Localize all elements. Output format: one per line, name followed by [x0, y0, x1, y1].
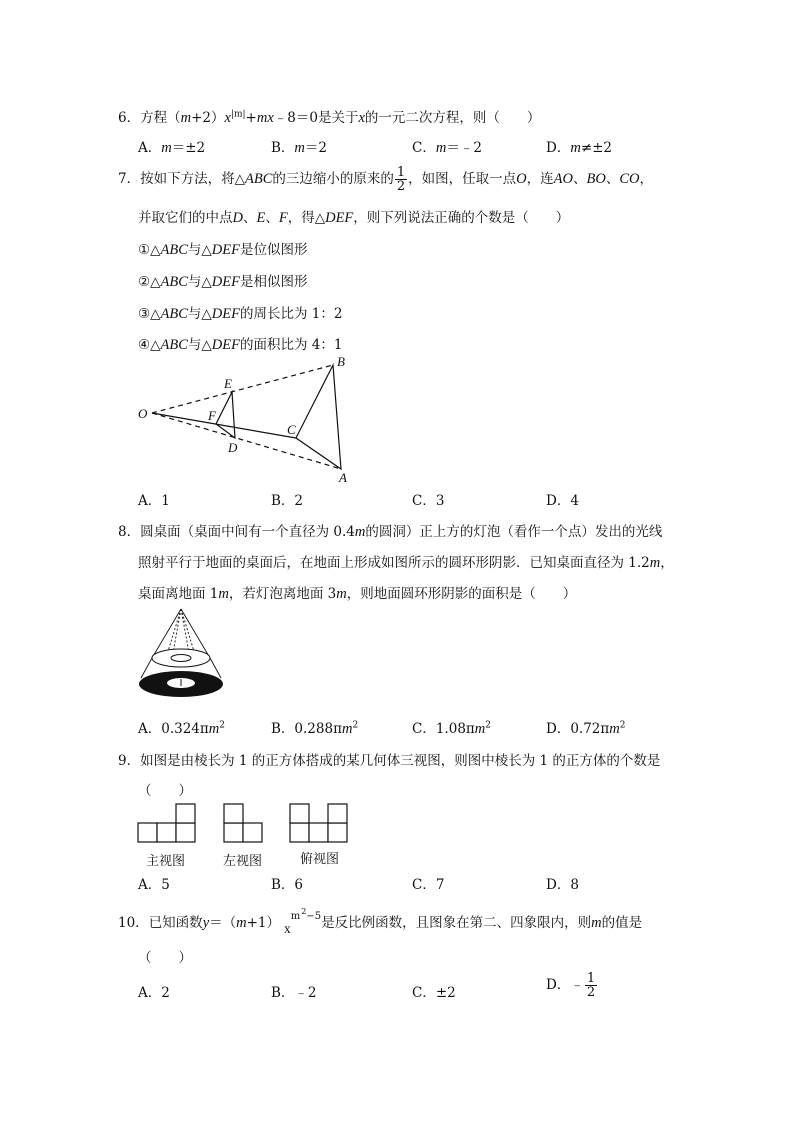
option-letter: C．: [412, 877, 436, 893]
label-d: D: [228, 440, 238, 455]
q7-number: 7．: [118, 171, 141, 187]
q9-option-a[interactable]: [138, 873, 170, 893]
label-f: F: [208, 408, 216, 423]
q10-text: +1）: [246, 915, 281, 931]
statement-text: 的周长比为 1：2: [239, 306, 343, 322]
option-letter: C．: [412, 985, 436, 1001]
var-o: O: [516, 171, 527, 187]
option-text: 0.72π: [570, 721, 610, 737]
var-m: m: [649, 555, 661, 571]
var-abc: ABC: [160, 337, 188, 353]
q10-option-d[interactable]: [546, 972, 598, 999]
var-x: x: [358, 110, 365, 126]
option-text: ＝±2: [171, 140, 206, 156]
triangle-abc: [296, 365, 341, 469]
option-text: ≠±2: [580, 140, 613, 156]
option-letter: C．: [412, 721, 436, 737]
q7-text: 、: [572, 171, 587, 187]
q7-option-d[interactable]: [546, 489, 579, 509]
var-m: m: [354, 524, 366, 540]
q8-text: ，若灯泡离地面 3: [228, 586, 337, 602]
label-b: B: [337, 354, 345, 369]
left-view-cell: [224, 804, 243, 823]
q7-option-a[interactable]: [138, 489, 170, 509]
q8-option-b[interactable]: [271, 717, 358, 738]
left-view-cell: [243, 823, 262, 842]
q6-text: 方程（: [140, 110, 181, 126]
q10-stem-line1: [118, 907, 643, 936]
option-text: 6: [294, 877, 304, 893]
q7-text: 、: [242, 210, 257, 226]
statement-text: 与△: [187, 337, 212, 353]
option-text: 0.288π: [294, 721, 342, 737]
q6-option-a[interactable]: [138, 136, 205, 157]
q6-option-b[interactable]: [271, 136, 327, 157]
top-view-cell: [290, 804, 309, 823]
var-abc: ABC: [160, 242, 188, 258]
option-text: 1.08π: [435, 721, 475, 737]
q7-statement-3: [138, 302, 342, 323]
q9-option-d[interactable]: [546, 873, 579, 893]
option-text: 5: [161, 877, 170, 893]
statement-text: ①△: [138, 242, 161, 258]
option-letter: B．: [271, 985, 295, 1001]
option-text: 2: [294, 493, 304, 509]
var-bo: BO: [586, 171, 606, 187]
var-def: DEF: [325, 210, 354, 226]
option-letter: A．: [138, 493, 162, 509]
top-view-label: 俯视图: [300, 852, 340, 867]
q7-similar-triangles-figure: [130, 352, 370, 484]
q7-option-b[interactable]: [271, 489, 303, 509]
q10-option-c[interactable]: [412, 981, 456, 1001]
label-e: E: [224, 376, 232, 391]
option-letter: B．: [271, 721, 295, 737]
option-letter: D．: [546, 877, 571, 893]
option-text: ＝﹣2: [446, 140, 482, 156]
statement-text: 与△: [187, 242, 212, 258]
line-ob: [152, 365, 333, 413]
q8-option-a[interactable]: [138, 717, 225, 738]
option-text: 4: [570, 493, 579, 509]
option-text: ±2: [435, 985, 456, 1001]
statement-text: 是位似图形: [239, 242, 308, 258]
statement-text: ④△: [138, 337, 161, 353]
statement-text: ③△: [138, 306, 161, 322]
q9-stem-line1: [118, 749, 660, 769]
q7-text: ，: [639, 171, 653, 187]
q6-option-d[interactable]: [546, 136, 612, 157]
option-text: ﹣: [570, 977, 584, 993]
front-view-cell: [157, 823, 176, 842]
front-view-cell: [176, 804, 195, 823]
option-text: 7: [435, 877, 445, 893]
option-text: 8: [570, 877, 579, 893]
exponent-rest: −5: [306, 911, 322, 922]
q7-statement-2: [138, 270, 307, 291]
option-letter: D．: [546, 140, 571, 156]
option-letter: B．: [271, 140, 295, 156]
option-letter: D．: [546, 493, 571, 509]
q10-text: 是反比例函数，且图象在第二、四象限内，则: [321, 915, 592, 931]
label-a: A: [339, 470, 347, 484]
statement-text: 的面积比为 4：1: [239, 337, 343, 353]
option-letter: C．: [412, 493, 436, 509]
q7-option-c[interactable]: [412, 489, 444, 509]
option-letter: B．: [271, 877, 295, 893]
var-m: m: [609, 721, 620, 737]
q7-statement-4: [138, 333, 342, 354]
option-letter: B．: [271, 493, 295, 509]
q9-option-b[interactable]: [271, 873, 303, 893]
var-f: F: [278, 210, 288, 226]
top-view-cell: [328, 804, 347, 823]
var-def: DEF: [211, 242, 240, 258]
fraction-one-half: [585, 972, 597, 999]
q7-stem-line2: [138, 206, 569, 227]
var-mx: mx: [256, 110, 274, 126]
var-m: m: [570, 140, 581, 156]
exponent-m: m: [290, 911, 301, 922]
light-ray: [141, 658, 152, 678]
top-view-cell: [290, 823, 309, 842]
var-m: m: [591, 915, 602, 931]
statement-text: ②△: [138, 274, 161, 290]
fraction-denominator: 2: [586, 985, 596, 1000]
q7-statement-1: [138, 238, 307, 259]
q9-text: （ ）: [138, 783, 192, 799]
var-abc: ABC: [160, 306, 188, 322]
q8-stem-line3: [138, 582, 576, 603]
statement-text: 与△: [187, 306, 212, 322]
q7-text: 、: [265, 210, 279, 226]
q10-option-a[interactable]: [138, 981, 170, 1001]
var-x: x: [284, 921, 291, 936]
q6-option-c[interactable]: [412, 136, 482, 157]
exponent: 2: [485, 720, 491, 731]
var-y: y: [202, 915, 210, 931]
q8-option-c[interactable]: [412, 717, 491, 738]
q9-stem-line2: [138, 779, 192, 799]
var-e: E: [256, 210, 266, 226]
line-oa: [152, 413, 341, 469]
var-m: m: [341, 721, 353, 737]
var-abc: ABC: [160, 274, 188, 290]
triangle-def: [216, 392, 235, 438]
q7-text: 按如下方法，将△: [140, 171, 245, 187]
var-m: m: [435, 140, 447, 156]
exponent: 2: [352, 720, 359, 731]
left-view-cell: [224, 823, 243, 842]
exponent: 2: [619, 720, 626, 731]
q10-text: 的值是: [601, 915, 643, 931]
q8-text: 桌面离地面 1: [138, 586, 219, 602]
left-view-label: 左视图: [223, 854, 263, 869]
var-def: DEF: [211, 337, 240, 353]
top-view-cell: [328, 823, 347, 842]
front-view-label: 主视图: [146, 854, 186, 869]
option-letter: A．: [138, 140, 162, 156]
q10-option-b[interactable]: [271, 981, 317, 1001]
statement-text: 与△: [187, 274, 212, 290]
top-view-cell: [309, 823, 328, 842]
var-m: m: [236, 915, 247, 931]
var-m: m: [474, 721, 486, 737]
q8-number: 8．: [118, 524, 141, 540]
q10-power: [284, 907, 322, 937]
q7-text: ，得△: [287, 210, 326, 226]
option-text: ＝2: [304, 140, 327, 156]
q8-text: 圆桌面（桌面中间有一个直径为 0.4: [140, 524, 355, 540]
fraction-one-half: [395, 166, 407, 193]
q9-text: 如图是由棱长为 1 的正方体搭成的某几何体三视图，则图中棱长为 1 的正方体的个数是: [140, 753, 661, 769]
var-ao: AO: [553, 171, 573, 187]
q6-text: +2）: [191, 110, 225, 126]
q10-number: 10．: [118, 915, 149, 931]
var-m: m: [180, 110, 192, 126]
q10-text: （ ）: [138, 950, 192, 966]
q6-text: 的一元二次方程，则（ ）: [364, 110, 541, 126]
q6-stem: [118, 106, 540, 127]
option-text: 0.324π: [161, 721, 209, 737]
q8-text: 的圆洞）正上方的灯泡（看作一个点）发出的光线: [365, 524, 663, 540]
q9-three-views-figure: [136, 802, 356, 846]
var-x: x: [224, 110, 231, 126]
option-letter: A．: [138, 877, 162, 893]
front-view-cell: [138, 823, 157, 842]
q9-number: 9．: [118, 753, 141, 769]
q10-text: 已知函数: [148, 915, 203, 931]
q6-number: 6．: [118, 110, 141, 126]
q8-text: 照射平行于地面的桌面后，在地面上形成如图所示的圆环形阴影．已知桌面直径为 1.2: [138, 555, 650, 571]
q7-text: 的三边缩小的原来的: [272, 171, 394, 187]
q8-lamp-shadow-figure: [132, 606, 232, 706]
table-hole: [171, 655, 191, 662]
q6-text: +: [245, 110, 257, 126]
q7-text: ，如图，任取一点: [408, 171, 517, 187]
var-def: DEF: [211, 306, 240, 322]
exponent: 2: [219, 720, 225, 731]
q10-stem-line2: [138, 946, 192, 966]
front-view-cell: [176, 823, 195, 842]
fraction-numerator: 1: [586, 971, 596, 986]
label-c: C: [287, 422, 296, 437]
option-letter: A．: [138, 721, 162, 737]
exponent-square: 2: [301, 907, 307, 916]
var-m: m: [294, 140, 305, 156]
fraction-denominator: 2: [396, 179, 406, 194]
q7-text: ，则下列说法正确的个数是（ ）: [353, 210, 570, 226]
q8-text: ，: [660, 555, 674, 571]
option-letter: D．: [546, 721, 571, 737]
var-m: m: [208, 721, 220, 737]
light-ray: [210, 658, 221, 678]
option-text: ﹣2: [294, 985, 317, 1001]
option-text: 1: [161, 493, 170, 509]
q7-text: ，连: [526, 171, 554, 187]
q7-text: 并取它们的中点: [138, 210, 233, 226]
q6-exponent: |m|: [230, 109, 246, 120]
option-letter: A．: [138, 985, 162, 1001]
q8-option-d[interactable]: [546, 717, 625, 738]
var-def: DEF: [211, 274, 240, 290]
var-d: D: [232, 210, 243, 226]
q8-text: ，则地面圆环形阴影的面积是（ ）: [346, 586, 577, 602]
q9-option-c[interactable]: [412, 873, 444, 893]
option-letter: C．: [412, 140, 436, 156]
option-text: 3: [435, 493, 445, 509]
var-m: m: [218, 586, 229, 602]
statement-text: 是相似图形: [239, 274, 308, 290]
label-o: O: [138, 406, 148, 421]
q8-stem-line1: [118, 520, 662, 541]
q8-stem-line2: [138, 551, 674, 572]
var-m: m: [161, 140, 172, 156]
fraction-numerator: 1: [396, 165, 406, 180]
q6-text: ﹣8＝0是关于: [273, 110, 359, 126]
option-text: 2: [161, 985, 170, 1001]
q10-exponent: [290, 907, 322, 922]
option-letter: D．: [546, 977, 571, 993]
q7-stem-line1: [118, 166, 653, 193]
var-abc: ABC: [244, 171, 273, 187]
q10-text: ＝（: [209, 915, 237, 931]
var-m: m: [336, 586, 347, 602]
q7-text: 、: [605, 171, 620, 187]
var-co: CO: [619, 171, 640, 187]
